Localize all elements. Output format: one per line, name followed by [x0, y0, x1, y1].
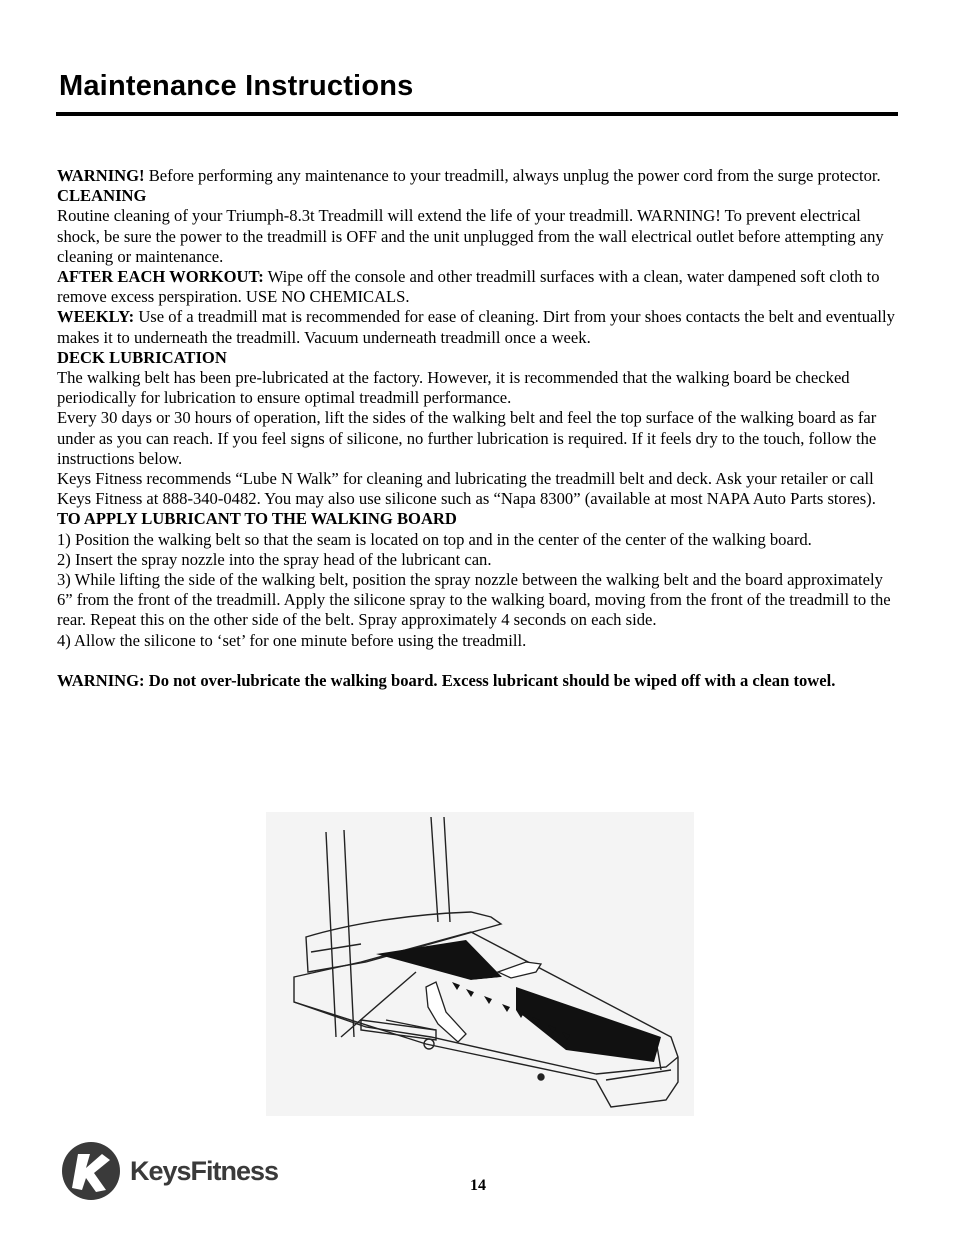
deck-text-3: Keys Fitness recommends “Lube N Walk” for cleaning and lubricating the treadmill belt and deck. Ask your retailer or call Keys Fitness at 888-340-0482. You may also use silicone such as “Napa 8300” (available at most NAPA Auto Parts stores). — [57, 469, 876, 509]
weekly-label: WEEKLY: — [57, 307, 135, 327]
deck-text-1: The walking belt has been pre-lubricated at the factory. However, it is recommended that the walking board be checked periodically for lubrication to ensure optimal treadmill performance. — [57, 368, 850, 408]
step-1: 1) Position the walking belt so that the seam is located on top and in the center of the center of the walking board. — [57, 529, 812, 549]
weekly-text: Use of a treadmill mat is recommended for ease of cleaning. Dirt from your shoes contacts the belt and eventually makes it to underneath the treadmill. Vacuum underneath treadmill once a week. — [57, 307, 895, 347]
page-title: Maintenance Instructions — [59, 70, 414, 102]
deck-text-2: Every 30 days or 30 hours of operation, lift the sides of the walking belt and feel the top surface of the walking board as far under as you can reach. If you feel signs of silicone, no further lubrication is required. If it feels dry to the touch, follow the instructions below. — [57, 408, 877, 468]
keys-fitness-logo — [60, 1140, 310, 1205]
logo-keys: Keys — [130, 1156, 191, 1186]
step-3: 3) While lifting the side of the walking belt, position the spray nozzle between the walking belt and the board approximately 6” from the front of the treadmill. Apply the silicone spray to the walking board, moving from the front of the treadmill to the rear. Repeat this on the other side of the belt. Spray approximately 4 seconds on each side. — [57, 570, 891, 630]
logo-fitness: Fitness — [190, 1156, 279, 1186]
cleaning-heading — [57, 186, 899, 206]
apply-heading — [57, 509, 899, 529]
deck-heading — [57, 348, 899, 368]
step-4: 4) Allow the silicone to ‘set’ for one minute before using the treadmill. — [57, 630, 527, 650]
after-workout — [57, 267, 899, 307]
final-warning — [57, 671, 899, 691]
logo-wordmark — [130, 1156, 278, 1187]
spacer — [57, 651, 899, 671]
warning-intro — [57, 166, 899, 186]
warning-intro-text: Before performing any maintenance to your treadmill, always unplug the power cord from the surge protector. — [144, 166, 881, 185]
treadmill-lubrication-illustration — [266, 812, 694, 1116]
instructions-body — [57, 166, 899, 691]
weekly — [57, 307, 899, 347]
final-warning-text: WARNING: Do not over-lubricate the walking board. Excess lubricant should be wiped off with a clean towel. — [57, 670, 836, 690]
apply-heading-text: TO APPLY LUBRICANT TO THE WALKING BOARD — [57, 509, 457, 529]
treadmill-drawing — [266, 812, 694, 1116]
cleaning-text: Routine cleaning of your Triumph-8.3t Treadmill will extend the life of your treadmill. WARNING! To prevent electrical shock, be sure the power to the treadmill is OFF and the unit unplugged from the wall electrical outlet before attempting any cleaning or maintenance. — [57, 206, 884, 266]
after-workout-label: AFTER EACH WORKOUT: — [57, 267, 264, 287]
step-2: 2) Insert the spray nozzle into the spray head of the lubricant can. — [57, 549, 492, 569]
page-number: 14 — [470, 1177, 486, 1194]
cleaning-heading-text: CLEANING — [57, 186, 147, 206]
after-workout-text: Wipe off the console and other treadmill surfaces with a clean, water dampened soft cloth to remove excess perspiration. USE NO CHEMICALS. — [57, 267, 880, 307]
title-rule — [56, 112, 898, 116]
deck-heading-text: DECK LUBRICATION — [57, 347, 227, 367]
warning-intro-label: WARNING! — [57, 166, 145, 185]
keys-fitness-logo-icon — [60, 1140, 122, 1202]
